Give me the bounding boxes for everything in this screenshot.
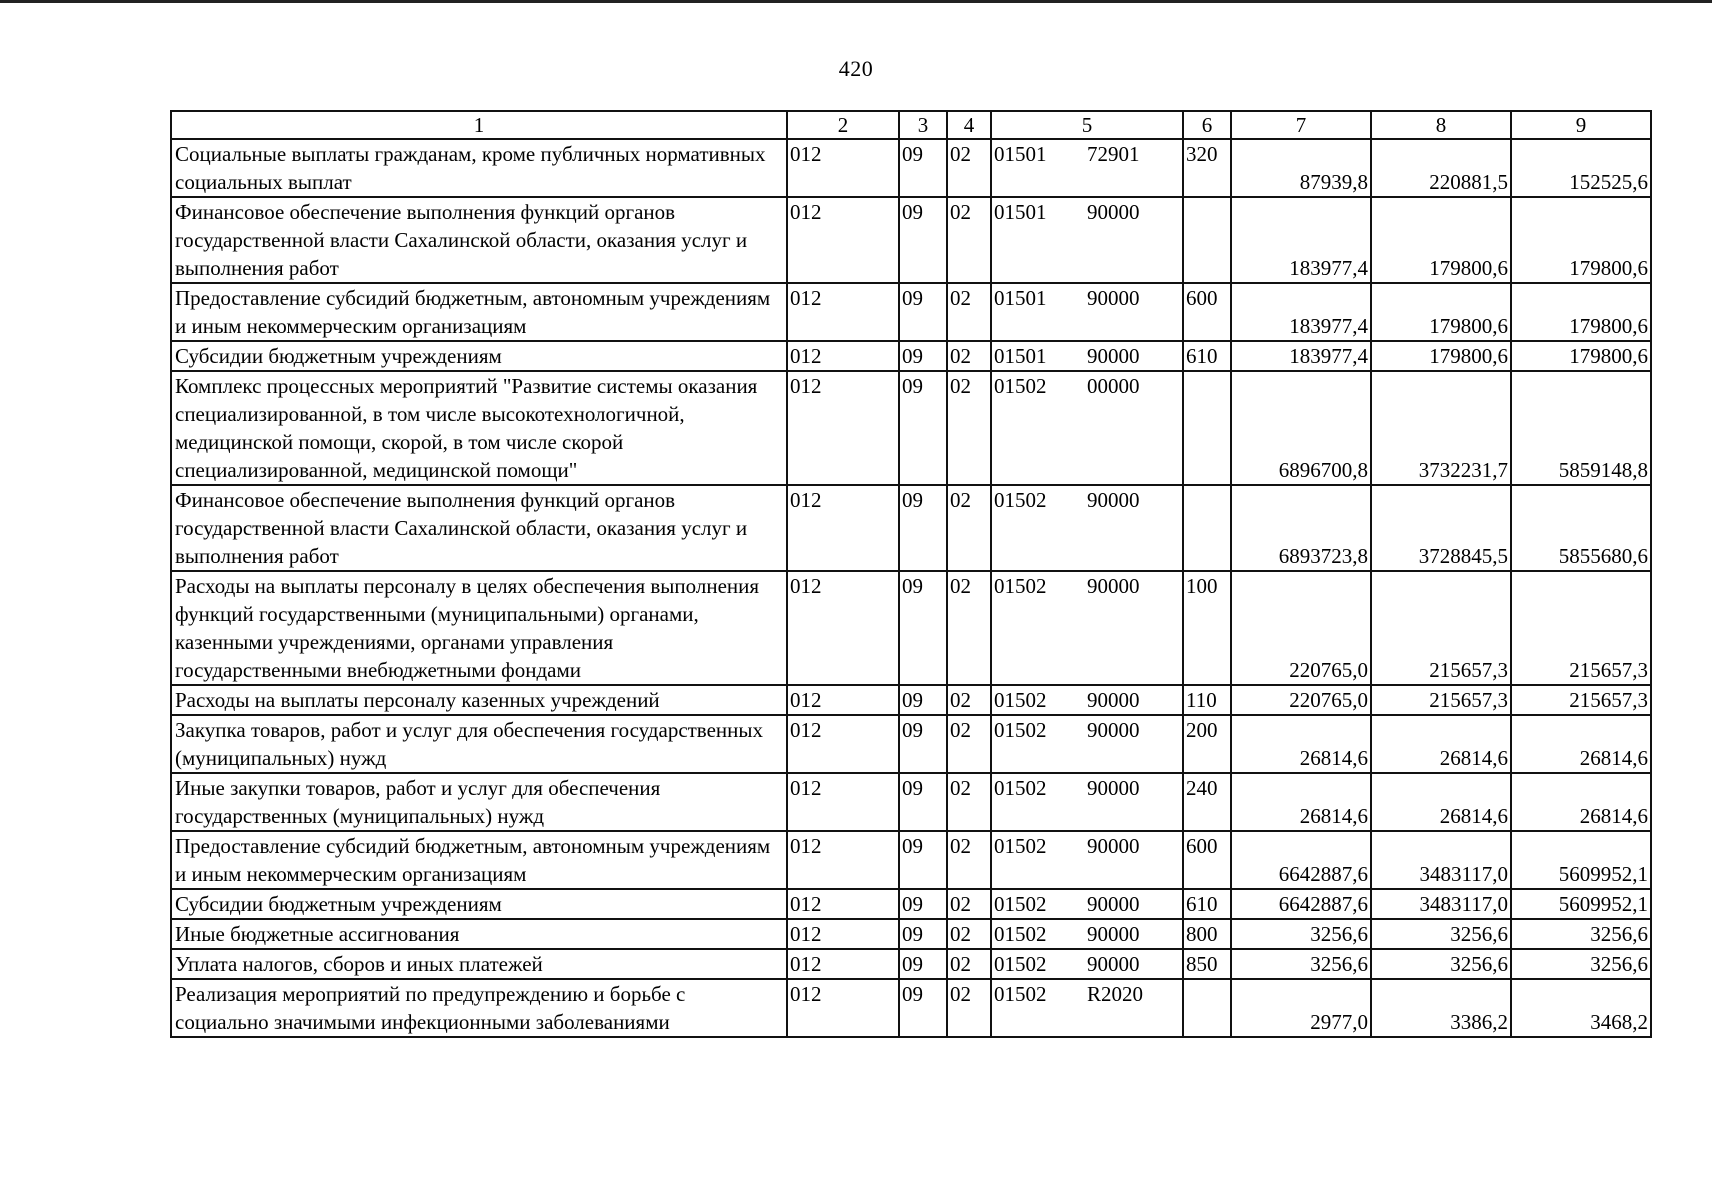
table-row [171,283,1651,341]
table-row [171,715,1651,773]
row-direction-cell: 90000 [1083,197,1183,283]
row-direction-cell: 90000 [1083,685,1183,715]
row-name-cell: Иные закупки товаров, работ и услуг для обеспечения государственных (муниципальных) нужд [171,773,787,831]
row-code-cell: 012 [787,371,899,485]
row-amount-2-cell: 3728845,5 [1371,485,1511,571]
row-program-cell: 01501 [991,341,1083,371]
row-direction-cell: 90000 [1083,341,1183,371]
row-amount-3-cell: 5855680,6 [1511,485,1651,571]
row-name-cell: Иные бюджетные ассигнования [171,919,787,949]
row-amount-1-cell: 26814,6 [1231,715,1371,773]
row-subsection-cell: 02 [947,341,991,371]
row-amount-3-cell: 215657,3 [1511,571,1651,685]
table-row [171,485,1651,571]
row-code-cell: 012 [787,283,899,341]
row-code-cell: 012 [787,919,899,949]
row-expense-type-cell [1183,197,1231,283]
row-section-cell: 09 [899,139,947,197]
row-name-cell: Уплата налогов, сборов и иных платежей [171,949,787,979]
row-program-cell: 01502 [991,371,1083,485]
row-amount-1-cell: 87939,8 [1231,139,1371,197]
column-header: 1 [171,111,787,139]
column-header: 6 [1183,111,1231,139]
table-row [171,371,1651,485]
row-expense-type-cell: 110 [1183,685,1231,715]
row-direction-cell: 90000 [1083,919,1183,949]
row-program-cell: 01502 [991,919,1083,949]
row-expense-type-cell: 610 [1183,889,1231,919]
row-amount-1-cell: 2977,0 [1231,979,1371,1037]
row-program-cell: 01502 [991,979,1083,1037]
row-amount-2-cell: 3732231,7 [1371,371,1511,485]
row-direction-cell: 90000 [1083,889,1183,919]
row-program-cell: 01501 [991,197,1083,283]
table-row [171,773,1651,831]
row-amount-3-cell: 26814,6 [1511,715,1651,773]
row-direction-cell: R2020 [1083,979,1183,1037]
row-name-cell: Субсидии бюджетным учреждениям [171,341,787,371]
row-amount-2-cell: 3483117,0 [1371,889,1511,919]
row-section-cell: 09 [899,197,947,283]
budget-table [170,110,1652,1038]
row-name-cell: Финансовое обеспечение выполнения функций органов государственной власти Сахалинской области, оказания услуг и выполнения работ [171,485,787,571]
row-amount-1-cell: 3256,6 [1231,949,1371,979]
row-name-cell: Субсидии бюджетным учреждениям [171,889,787,919]
table-row [171,571,1651,685]
row-section-cell: 09 [899,371,947,485]
row-name-cell: Комплекс процессных мероприятий "Развитие системы оказания специализированной, в том числе высокотехнологичной, медицинской помощи, скорой, в том числе скорой специализированной, медицинской помощи" [171,371,787,485]
row-program-cell: 01501 [991,283,1083,341]
row-code-cell: 012 [787,571,899,685]
row-amount-1-cell: 220765,0 [1231,571,1371,685]
row-amount-2-cell: 3386,2 [1371,979,1511,1037]
row-amount-3-cell: 3256,6 [1511,949,1651,979]
row-subsection-cell: 02 [947,197,991,283]
row-section-cell: 09 [899,485,947,571]
row-amount-2-cell: 26814,6 [1371,715,1511,773]
table-row [171,889,1651,919]
row-amount-3-cell: 3256,6 [1511,919,1651,949]
row-amount-1-cell: 183977,4 [1231,341,1371,371]
row-amount-2-cell: 215657,3 [1371,571,1511,685]
row-amount-3-cell: 215657,3 [1511,685,1651,715]
row-subsection-cell: 02 [947,139,991,197]
row-subsection-cell: 02 [947,571,991,685]
column-header: 3 [899,111,947,139]
row-amount-2-cell: 215657,3 [1371,685,1511,715]
row-amount-1-cell: 26814,6 [1231,773,1371,831]
row-subsection-cell: 02 [947,979,991,1037]
row-subsection-cell: 02 [947,371,991,485]
row-amount-3-cell: 5609952,1 [1511,889,1651,919]
row-expense-type-cell: 600 [1183,831,1231,889]
row-expense-type-cell: 240 [1183,773,1231,831]
row-program-cell: 01502 [991,773,1083,831]
row-expense-type-cell [1183,485,1231,571]
row-amount-2-cell: 179800,6 [1371,341,1511,371]
row-amount-2-cell: 3483117,0 [1371,831,1511,889]
row-code-cell: 012 [787,139,899,197]
row-program-cell: 01502 [991,571,1083,685]
row-program-cell: 01502 [991,715,1083,773]
row-section-cell: 09 [899,889,947,919]
row-program-cell: 01502 [991,949,1083,979]
row-name-cell: Реализация мероприятий по предупреждению и борьбе с социально значимыми инфекционными заболеваниями [171,979,787,1037]
table-row [171,685,1651,715]
row-code-cell: 012 [787,715,899,773]
column-header: 9 [1511,111,1651,139]
row-code-cell: 012 [787,773,899,831]
row-name-cell: Предоставление субсидий бюджетным, автономным учреждениям и иным некоммерческим организациям [171,831,787,889]
row-amount-3-cell: 179800,6 [1511,283,1651,341]
column-header: 7 [1231,111,1371,139]
row-program-cell: 01502 [991,831,1083,889]
row-subsection-cell: 02 [947,889,991,919]
row-direction-cell: 90000 [1083,949,1183,979]
row-section-cell: 09 [899,773,947,831]
row-amount-1-cell: 6893723,8 [1231,485,1371,571]
row-subsection-cell: 02 [947,283,991,341]
row-amount-3-cell: 5859148,8 [1511,371,1651,485]
table-row [171,139,1651,197]
row-amount-2-cell: 179800,6 [1371,283,1511,341]
row-section-cell: 09 [899,949,947,979]
row-expense-type-cell: 800 [1183,919,1231,949]
row-code-cell: 012 [787,685,899,715]
row-amount-1-cell: 6642887,6 [1231,889,1371,919]
row-section-cell: 09 [899,571,947,685]
row-subsection-cell: 02 [947,949,991,979]
row-section-cell: 09 [899,715,947,773]
row-subsection-cell: 02 [947,485,991,571]
page-number: 420 [838,56,874,81]
row-direction-cell: 72901 [1083,139,1183,197]
row-direction-cell: 90000 [1083,571,1183,685]
row-amount-2-cell: 3256,6 [1371,949,1511,979]
row-direction-cell: 90000 [1083,831,1183,889]
row-direction-cell: 90000 [1083,715,1183,773]
row-program-cell: 01502 [991,685,1083,715]
table-row [171,979,1651,1037]
column-header: 4 [947,111,991,139]
row-amount-1-cell: 183977,4 [1231,197,1371,283]
row-amount-3-cell: 179800,6 [1511,197,1651,283]
row-direction-cell: 90000 [1083,283,1183,341]
row-direction-cell: 90000 [1083,485,1183,571]
row-expense-type-cell: 600 [1183,283,1231,341]
row-amount-3-cell: 5609952,1 [1511,831,1651,889]
row-subsection-cell: 02 [947,715,991,773]
row-amount-2-cell: 220881,5 [1371,139,1511,197]
table-row [171,831,1651,889]
row-subsection-cell: 02 [947,831,991,889]
row-amount-3-cell: 152525,6 [1511,139,1651,197]
row-code-cell: 012 [787,341,899,371]
row-expense-type-cell: 200 [1183,715,1231,773]
row-program-cell: 01501 [991,139,1083,197]
row-code-cell: 012 [787,485,899,571]
row-name-cell: Расходы на выплаты персоналу казенных учреждений [171,685,787,715]
row-name-cell: Закупка товаров, работ и услуг для обеспечения государственных (муниципальных) нужд [171,715,787,773]
table-row [171,341,1651,371]
row-expense-type-cell [1183,371,1231,485]
row-code-cell: 012 [787,197,899,283]
row-code-cell: 012 [787,889,899,919]
row-amount-1-cell: 183977,4 [1231,283,1371,341]
row-code-cell: 012 [787,831,899,889]
row-program-cell: 01502 [991,485,1083,571]
row-expense-type-cell: 610 [1183,341,1231,371]
row-subsection-cell: 02 [947,773,991,831]
row-amount-1-cell: 6896700,8 [1231,371,1371,485]
row-section-cell: 09 [899,283,947,341]
row-name-cell: Финансовое обеспечение выполнения функций органов государственной власти Сахалинской области, оказания услуг и выполнения работ [171,197,787,283]
table-body [171,139,1651,1037]
row-amount-2-cell: 3256,6 [1371,919,1511,949]
row-expense-type-cell: 100 [1183,571,1231,685]
row-name-cell: Расходы на выплаты персоналу в целях обеспечения выполнения функций государственными (муниципальными) органами, казенными учреждениями, органами управления государственными внебюджетными фондами [171,571,787,685]
column-header: 5 [991,111,1183,139]
row-expense-type-cell: 320 [1183,139,1231,197]
row-amount-2-cell: 179800,6 [1371,197,1511,283]
row-subsection-cell: 02 [947,919,991,949]
row-code-cell: 012 [787,979,899,1037]
row-amount-3-cell: 179800,6 [1511,341,1651,371]
row-code-cell: 012 [787,949,899,979]
row-expense-type-cell [1183,979,1231,1037]
row-section-cell: 09 [899,831,947,889]
column-header: 8 [1371,111,1511,139]
row-subsection-cell: 02 [947,685,991,715]
row-amount-1-cell: 220765,0 [1231,685,1371,715]
scan-top-edge [0,0,1712,3]
row-expense-type-cell: 850 [1183,949,1231,979]
row-name-cell: Социальные выплаты гражданам, кроме публичных нормативных социальных выплат [171,139,787,197]
row-section-cell: 09 [899,685,947,715]
row-amount-3-cell: 26814,6 [1511,773,1651,831]
row-section-cell: 09 [899,919,947,949]
row-name-cell: Предоставление субсидий бюджетным, автономным учреждениям и иным некоммерческим организациям [171,283,787,341]
row-amount-2-cell: 26814,6 [1371,773,1511,831]
table-row [171,949,1651,979]
row-section-cell: 09 [899,979,947,1037]
row-direction-cell: 90000 [1083,773,1183,831]
row-direction-cell: 00000 [1083,371,1183,485]
row-program-cell: 01502 [991,889,1083,919]
column-header: 2 [787,111,899,139]
row-amount-1-cell: 3256,6 [1231,919,1371,949]
table-row [171,197,1651,283]
table-row [171,919,1651,949]
row-amount-1-cell: 6642887,6 [1231,831,1371,889]
header-row [171,111,1651,139]
row-amount-3-cell: 3468,2 [1511,979,1651,1037]
row-section-cell: 09 [899,341,947,371]
